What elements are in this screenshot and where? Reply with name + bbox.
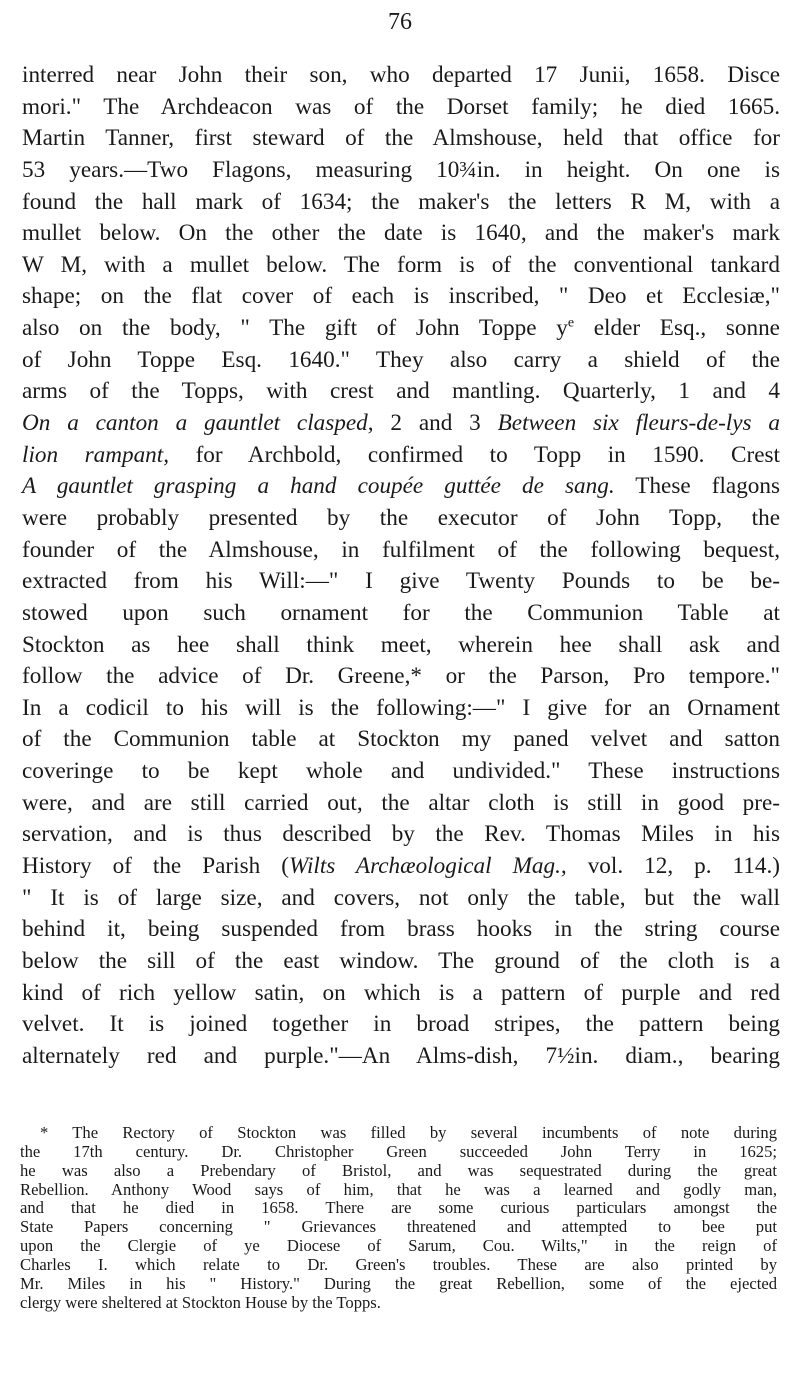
footnote-line: and that he died in 1658. There are some curious particulars amongst the [20, 1198, 777, 1218]
body-line: A gauntlet grasping a hand coupée guttée de sang. These flagons [22, 473, 780, 500]
footnote-line: Rebellion. Anthony Wood says of him, that he was a learned and godly man, [20, 1179, 777, 1199]
footnote-line: Charles I. which relate to Dr. Green's troubles. These are also printed by [20, 1254, 777, 1274]
body-line: of the Communion table at Stockton my paned velvet and satton [22, 726, 780, 753]
body-line: 53 years.—Two Flagons, measuring 10¾in. in height. On one is [22, 156, 780, 183]
body-line: In a codicil to his will is the following:—" I give for an Ornament [22, 694, 780, 721]
body-line: behind it, being suspended from brass hooks in the string course [22, 916, 780, 943]
body-line: mori." The Archdeacon was of the Dorset family; he died 1665. [22, 93, 780, 120]
body-line: mullet below. On the other the date is 1640, and the maker's mark [22, 220, 780, 247]
footnote-line: he was also a Prebendary of Bristol, and was sequestrated during the great [20, 1160, 777, 1180]
body-line: History of the Parish (Wilts Archæological Mag., vol. 12, p. 114.) [22, 853, 780, 880]
body-line: were probably presented by the executor of John Topp, the [22, 504, 780, 531]
body-line: On a canton a gauntlet clasped, 2 and 3 Between six fleurs-de-lys a [22, 410, 781, 437]
body-line: kind of rich yellow satin, on which is a pattern of purple and red [22, 979, 780, 1006]
footnote-line: upon the Clergie of ye Diocese of Sarum, Cou. Wilts," in the reign of [20, 1236, 777, 1256]
body-line: interred near John their son, who departed 17 Junii, 1658. Disce [22, 62, 780, 88]
body-line: stowed upon such ornament for the Communion Table at [22, 599, 780, 626]
body-line: alternately red and purple."—An Alms-dish, 7½in. diam., bearing [22, 1042, 780, 1069]
body-line: servation, and is thus described by the Rev. Thomas Miles in his [22, 821, 780, 848]
footnote-line: Mr. Miles in his " History." During the great Rebellion, some of the ejected [20, 1273, 777, 1293]
footnote-line: the 17th century. Dr. Christopher Green succeeded John Terry in 1625; [20, 1141, 777, 1161]
body-line: arms of the Topps, with crest and mantling. Quarterly, 1 and 4 [22, 378, 780, 405]
footnote [20, 1124, 777, 1312]
body-line: also on the body, " The gift of John Toppe $y^e$ elder Esq., sonne [22, 315, 780, 342]
footnote-line: clergy were sheltered at Stockton House by the Topps. [20, 1292, 381, 1312]
body-line: found the hall mark of 1634; the maker's the letters R M, with a [22, 188, 780, 215]
page-number: 76 [388, 9, 412, 35]
body-line: coveringe to be kept whole and undivided." These instructions [22, 758, 780, 785]
body-line: founder of the Almshouse, in fulfilment of the following bequest, [22, 536, 780, 563]
body-line: extracted from his Will:—" I give Twenty Pounds to be be- [22, 568, 780, 595]
footnote-line: State Papers concerning " Grievances threatened and attempted to bee put [20, 1217, 777, 1237]
body-line: shape; on the flat cover of each is inscribed, " Deo et Ecclesiæ," [22, 283, 780, 310]
body-line: Stockton as hee shall think meet, wherein hee shall ask and [22, 631, 780, 658]
body-line: were, and are still carried out, the altar cloth is still in good pre- [22, 789, 780, 816]
body-line: below the sill of the east window. The ground of the cloth is a [22, 947, 780, 974]
body-line: follow the advice of Dr. Greene,* or the Parson, Pro tempore." [22, 663, 780, 690]
body-line: Martin Tanner, first steward of the Almshouse, held that office for [22, 125, 780, 152]
body-text [22, 60, 780, 1073]
body-line: " It is of large size, and covers, not only the table, but the wall [22, 884, 780, 911]
body-line: W M, with a mullet below. The form is of the conventional tankard [22, 251, 780, 278]
body-line: velvet. It is joined together in broad stripes, the pattern being [22, 1011, 780, 1038]
body-line: of John Toppe Esq. 1640." They also carry a shield of the [22, 346, 780, 373]
footnote-line: * The Rectory of Stockton was filled by several incumbents of note during [40, 1123, 777, 1142]
body-line: lion rampant, for Archbold, confirmed to Topp in 1590. Crest [22, 441, 780, 468]
